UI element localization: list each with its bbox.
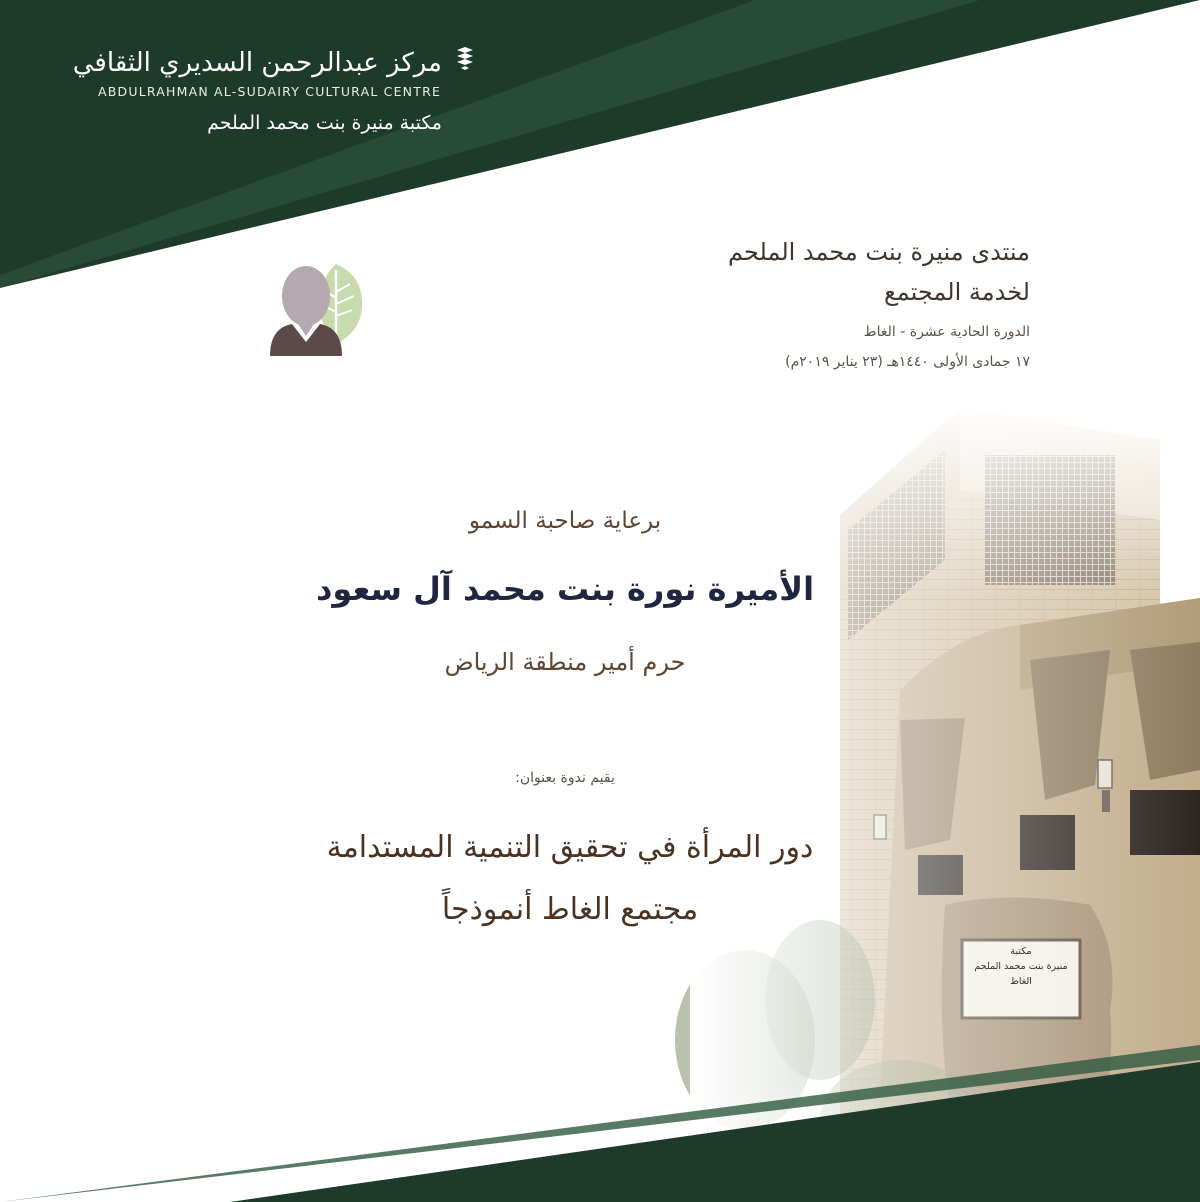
patron-title: حرم أمير منطقة الرياض <box>444 648 686 676</box>
sign-text <box>964 944 1078 989</box>
symposium-intro: يقيم ندوة بعنوان: <box>515 770 615 786</box>
person-with-leaf-icon <box>262 262 372 358</box>
forum-title-line1: منتدى منيرة بنت محمد الملحم <box>728 238 1030 266</box>
forum-date: ١٧ جمادى الأولى ١٤٤٠هـ (٢٣ يناير ٢٠١٩م) <box>785 354 1030 370</box>
symposium-topic-line1: دور المرأة في تحقيق التنمية المستدامة <box>326 830 814 865</box>
sign-line2: منيرة بنت محمد الملحم <box>974 961 1068 972</box>
symposium-topic-line2: مجتمع الغاط أنموذجاً <box>441 892 699 927</box>
logo-english-name: ABDULRAHMAN AL-SUDAIRY CULTURAL CENTRE <box>98 84 442 99</box>
logo-arabic-name: مركز عبدالرحمن السديري الثقافي <box>72 48 442 78</box>
sign-line3: الغاط <box>1010 976 1032 987</box>
patronage-label: برعاية صاحبة السمو <box>468 508 662 534</box>
forum-session: الدورة الحادية عشرة - الغاط <box>863 324 1030 340</box>
sign-line1: مكتبة <box>1010 946 1032 957</box>
library-name: مكتبة منيرة بنت محمد الملحم <box>207 112 442 134</box>
patron-name: الأميرة نورة بنت محمد آل سعود <box>315 570 815 608</box>
forum-title-line2: لخدمة المجتمع <box>884 278 1030 306</box>
stacked-book-icon <box>455 46 475 74</box>
